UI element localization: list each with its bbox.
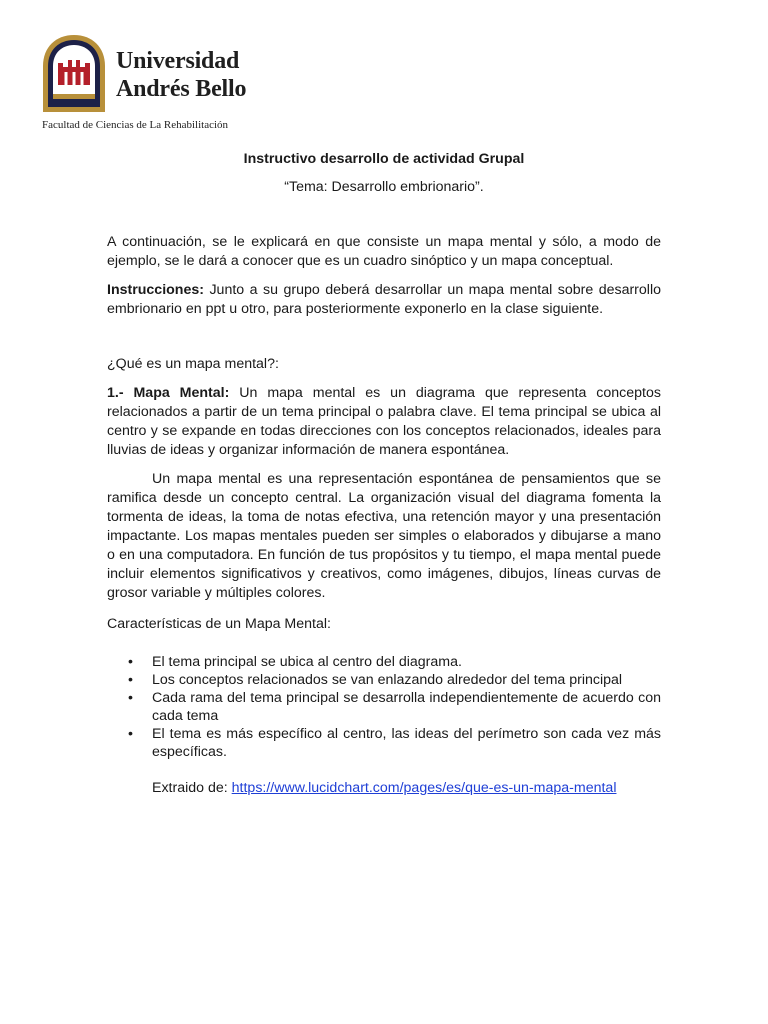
university-logo xyxy=(42,34,248,114)
instructions-label: Instrucciones: xyxy=(107,282,204,298)
bullet-icon: • xyxy=(128,654,133,670)
document-subtitle: “Tema: Desarrollo embrionario”. xyxy=(284,179,484,195)
list-item xyxy=(107,725,661,761)
mapa-mental-text: Un mapa mental es un diagrama que representa conceptos relacionados a partir de un tema principal o palabra clave. El tema principal se ubica al centro y se expande en todas direcciones con los conceptos relacionados, ideales para lluvias de ideas y organizar información de manera espontánea. xyxy=(107,385,661,458)
source-label: Extraido de: xyxy=(152,780,232,796)
document-title: Instructivo desarrollo de actividad Grupal xyxy=(243,151,525,167)
bullet-icon: • xyxy=(128,726,133,742)
source-link[interactable]: https://www.lucidchart.com/pages/es/que-es-un-mapa-mental xyxy=(231,780,617,796)
list-item-text: El tema principal se ubica al centro del diagrama. xyxy=(152,654,462,670)
bullet-icon: • xyxy=(128,690,133,706)
characteristics-list xyxy=(107,653,661,761)
list-item xyxy=(107,653,661,671)
mapa-mental-label: 1.- Mapa Mental: xyxy=(107,385,230,401)
instructions-text: Junto a su grupo deberá desarrollar un mapa mental sobre desarrollo embrionario en ppt u otro, para posteriormente exponerlo en la clase siguiente. xyxy=(107,282,661,317)
list-item-text: Cada rama del tema principal se desarrolla independientemente de acuerdo con cada tema xyxy=(152,690,661,724)
university-name-line2: Andrés Bello xyxy=(116,76,247,102)
instructions-paragraph xyxy=(107,281,661,319)
university-name-line1: Universidad xyxy=(116,48,240,74)
list-item-text: Los conceptos relacionados se van enlazando alrededor del tema principal xyxy=(152,672,623,688)
source-line xyxy=(107,779,661,798)
question-heading: ¿Qué es un mapa mental?: xyxy=(107,356,279,372)
list-item-text: El tema es más específico al centro, las ideas del perímetro son cada vez más específicas. xyxy=(152,726,661,760)
intro-paragraph: A continuación, se le explicará en que consiste un mapa mental y sólo, a modo de ejemplo, se le dará a conocer que es un cuadro sinóptico y un mapa conceptual. xyxy=(107,234,661,269)
university-seal-icon xyxy=(42,34,106,114)
document-body xyxy=(107,150,661,798)
mapa-mental-paragraph xyxy=(107,384,661,460)
characteristics-heading: Características de un Mapa Mental: xyxy=(107,616,331,632)
mapa-mental-paragraph-2: Un mapa mental es una representación espontánea de pensamientos que se ramifica desde un concepto central. La organización visual del diagrama fomenta la tormenta de ideas, la toma de notas efectiva, una retención mayor y una presentación impactante. Los mapas mentales pueden ser simples o elaborados y dibujarse a mano o en una computadora. En función de tus propósitos y tu tiempo, el mapa mental puede incluir elementos significativos y creativos, como imágenes, dibujos, líneas curvas de grosor variable y múltiples colores. xyxy=(107,471,661,601)
list-item xyxy=(107,671,661,689)
list-item xyxy=(107,689,661,725)
faculty-name: Facultad de Ciencias de La Rehabilitación xyxy=(42,119,229,131)
bullet-icon: • xyxy=(128,672,133,688)
